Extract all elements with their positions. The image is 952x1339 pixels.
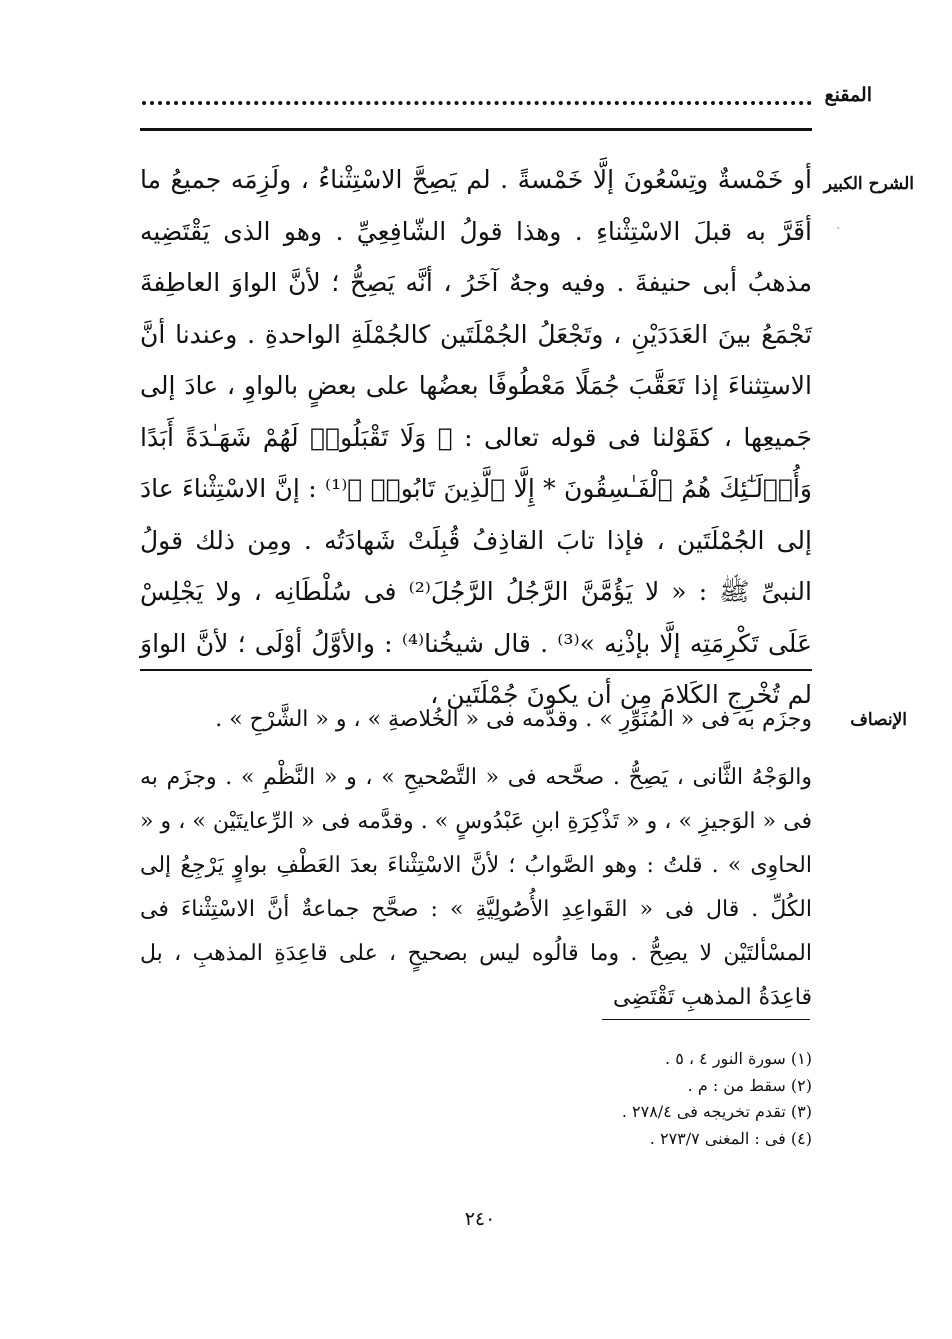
header-dotted-rule bbox=[142, 101, 812, 105]
sharh-section-label: الشرح الكبير bbox=[823, 174, 914, 194]
footnote-separator-rule bbox=[602, 1019, 810, 1020]
running-header-title: المقنع bbox=[824, 84, 872, 106]
sharh-body-text: أو خَمْسةٌ وتِسْعُونَ إلَّا خَمْسةً . لم يَصِحَّ الاسْتِثْناءُ ، ولَزِمَه جميعُ ما أقَرَّ به قبلَ الاسْتِثْناءِ . وهذا قولُ الشّافِعِيِّ . وهو الذى يَقْتَضِيه مذهبُ أبى حنيفةَ . وفيه وجهٌ آخَرُ ، أنَّه يَصِحُّ ؛ لأنَّ الواوَ العاطِفةَ تَجْمَعُ بينَ العَدَدَيْنِ ، وتَجْعَلُ الجُمْلَتَين كالجُمْلَةِ الواحدةِ . وعندنا أنَّ الاستِثناءَ إذا تَعَقَّبَ جُمَلًا مَعْطُوفًا بعضُها على بعضٍ بالواوِ ، عادَ إلى جَميعِها ، كقَوْلنا فى قوله تعالى : ﴿ وَلَا تَقْبَلُوا۟ لَهُمْ شَهَـٰدَةً أَبَدًا وَأُو۟لَـٰٓئِكَ هُمُ ٱلْفَـٰسِقُونَ * إِلَّا ٱلَّذِينَ تَابُوا۟ ﴾⁽¹⁾ : إنَّ الاسْتِثْناءَ عادَ إلى الجُمْلَتَين ، فإذا تابَ القاذِفُ قُبِلَتْ شَهادَتُه . ومِن ذلك قولُ النبىِّ ﷺ : « لا يَؤُمَّنَّ الرَّجُلُ الرَّجُلَ⁽²⁾ فى سُلْطَانِه ، ولا يَجْلِسْ عَلَى تَكْرِمَتِه إلَّا بإذْنِه »⁽³⁾ . قال شيخُنا⁽⁴⁾ : والأوَّلُ أوْلَى ؛ لأنَّ الواوَ لم تُخْرِجِ الكَلامَ مِن أن يكونَ جُمْلَتَين ، bbox=[140, 165, 813, 709]
insaf-body-text bbox=[140, 698, 812, 1034]
footnotes-block bbox=[140, 1046, 812, 1152]
footnote-item: (٣) تقدم تخريجه فى ٢٧٨/٤ . bbox=[621, 1102, 812, 1121]
insaf-section-label: الإنصاف bbox=[850, 710, 907, 730]
section-divider-rule bbox=[140, 669, 812, 671]
footnote-item: (٤) فى : المغنى ٢٧٣/٧ . bbox=[649, 1128, 812, 1148]
header-solid-rule bbox=[140, 128, 812, 131]
margin-mark: ˏ bbox=[836, 214, 841, 230]
footnote-item: (١) سورة النور ٤ ، ٥ . bbox=[665, 1049, 812, 1068]
insaf-paragraph: وجزَم به فى « المُنَوِّرِ » . وقدَّمه فى « الخُلاصةِ » ، و « الشَّرْحِ » . bbox=[215, 707, 812, 732]
insaf-paragraph: والوَجْهُ الثَّانى ، يَصِحُّ . صحَّحه فى « التَّصْحيحِ » ، و « النَّظْمِ » . وجزَم به فى « الوَجيزِ » ، و « تَذْكِرَةِ ابنِ عَبْدُوسٍ » . وقدَّمه فى « الرِّعايتَيْن » ، و « الحاوِى » . قلتُ : وهو الصَّوابُ ؛ لأنَّ الاسْتِثْناءَ بعدَ العَطْفِ بواوٍ يَرْجِعُ إلى الكُلِّ . قال فى « القَواعِدِ الأُصُولِيَّةِ » : صحَّح جماعةٌ أنَّ الاسْتِثْناءَ فى المسْألتَيْن لا يصِحُّ . وما قالُوه ليس بصحيحٍ ، على قاعِدَةِ المذهبِ ، بل قاعِدَةُ المذهبِ تَقْتَضِى bbox=[140, 765, 812, 1010]
footnote-item: (٢) سقط من : م . bbox=[687, 1075, 812, 1095]
page-number: ٢٤٠ bbox=[464, 1208, 496, 1230]
